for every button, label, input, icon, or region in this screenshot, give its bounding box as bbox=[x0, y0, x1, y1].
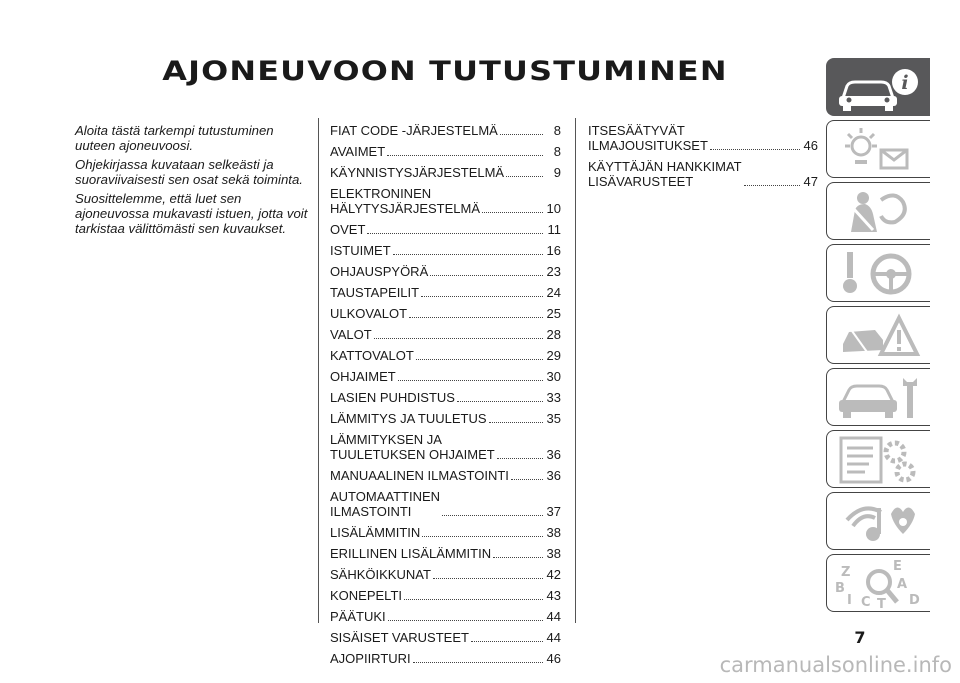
toc-entry-title: KATTOVALOT bbox=[330, 348, 414, 363]
toc-leader-dots bbox=[413, 662, 543, 663]
toc-leader-dots bbox=[367, 233, 543, 234]
toc-entry[interactable] bbox=[330, 411, 561, 426]
technical-data-gears-icon bbox=[833, 434, 925, 486]
toc-entry-page: 46 bbox=[803, 138, 818, 153]
toc-leader-dots bbox=[404, 599, 543, 600]
toc-entry[interactable] bbox=[588, 123, 818, 153]
toc-entry-title: TAUSTAPEILIT bbox=[330, 285, 420, 300]
toc-entry-title: SÄHKÖIKKUNAT bbox=[330, 567, 431, 582]
toc-entry[interactable] bbox=[330, 609, 561, 624]
toc-entry-page: 33 bbox=[546, 390, 561, 405]
toc-leader-dots bbox=[398, 380, 543, 381]
toc-entry-page: 46 bbox=[546, 651, 561, 666]
toc-entry-title: LASIEN PUHDISTUS bbox=[330, 390, 455, 405]
toc-entry-page: 38 bbox=[546, 525, 561, 540]
watermark: carmanualsonline.info bbox=[719, 653, 952, 677]
toc-entry-title: AJOPIIRTURI bbox=[330, 651, 411, 666]
toc-entry-title: KÄYTTÄJÄN HANKKIMAT LISÄVARUSTEET bbox=[588, 159, 742, 189]
toc-entry-page: 38 bbox=[546, 546, 561, 561]
toc-entry-title: ULKOVALOT bbox=[330, 306, 408, 321]
intro-paragraph: Aloita tästä tarkempi tutustuminen uuteen ajoneuvoosi. bbox=[75, 123, 274, 154]
toc-entry[interactable] bbox=[330, 468, 561, 483]
toc-entry[interactable] bbox=[330, 432, 561, 462]
toc-entry-page: 35 bbox=[546, 411, 561, 426]
toc-entry[interactable] bbox=[588, 159, 818, 189]
toc-entry-title: AUTOMAATTINEN ILMASTOINTI bbox=[330, 489, 441, 519]
intro-paragraph: Ohjekirjassa kuvataan selkeästi ja suoraviivaisesti sen osat sekä toiminta. bbox=[75, 156, 303, 188]
toc-entry[interactable] bbox=[330, 243, 561, 258]
toc-entry-title: LÄMMITYKSEN JA TUULETUKSEN OHJAIMET bbox=[330, 432, 495, 462]
toc-entry-page: 23 bbox=[546, 264, 561, 279]
toc-entry[interactable] bbox=[330, 165, 561, 180]
toc-entry-title: OVET bbox=[330, 222, 366, 237]
index-letter: B bbox=[835, 581, 845, 596]
toc-entry[interactable] bbox=[330, 567, 561, 582]
toc-entry-title: SISÄISET VARUSTEET bbox=[330, 630, 469, 645]
toc-leader-dots bbox=[493, 557, 542, 558]
toc-entry[interactable] bbox=[330, 123, 561, 138]
toc-entry-page: 11 bbox=[547, 222, 561, 237]
toc-column-2 bbox=[588, 123, 818, 195]
toc-entry[interactable] bbox=[330, 369, 561, 384]
page-title: AJONEUVOON TUTUSTUMINEN bbox=[162, 56, 728, 87]
toc-leader-dots bbox=[744, 185, 800, 186]
toc-column-1 bbox=[330, 123, 561, 672]
toc-entry-title: PÄÄTUKI bbox=[330, 609, 386, 624]
toc-entry[interactable] bbox=[330, 264, 561, 279]
toc-leader-dots bbox=[409, 317, 542, 318]
column-divider bbox=[318, 118, 319, 623]
toc-entry-title: OHJAUSPYÖRÄ bbox=[330, 264, 429, 279]
car-emergency-warning-icon bbox=[833, 310, 925, 362]
tab-safety[interactable] bbox=[826, 182, 930, 240]
toc-entry-page: 8 bbox=[553, 123, 561, 138]
tab-car-info[interactable] bbox=[826, 58, 930, 116]
alphabetical-index-icon bbox=[833, 558, 925, 610]
toc-entry-page: 43 bbox=[546, 588, 561, 603]
seatbelt-airbag-icon bbox=[833, 186, 925, 238]
toc-entry-title: ERILLINEN LISÄLÄMMITIN bbox=[330, 546, 492, 561]
toc-entry[interactable] bbox=[330, 489, 561, 519]
tab-maintenance[interactable] bbox=[826, 368, 930, 426]
index-letter: C bbox=[861, 595, 871, 610]
toc-entry-page: 36 bbox=[546, 447, 561, 462]
toc-entry[interactable] bbox=[330, 390, 561, 405]
toc-leader-dots bbox=[710, 149, 800, 150]
toc-entry-title: FIAT CODE -JÄRJESTELMÄ bbox=[330, 123, 498, 138]
toc-entry-title: ISTUIMET bbox=[330, 243, 391, 258]
toc-leader-dots bbox=[511, 479, 543, 480]
toc-leader-dots bbox=[433, 578, 543, 579]
car-info-icon bbox=[833, 62, 925, 114]
index-letter: T bbox=[877, 597, 886, 610]
tab-dashboard[interactable] bbox=[826, 120, 930, 178]
toc-leader-dots bbox=[506, 176, 543, 177]
index-letter: E bbox=[893, 559, 902, 574]
toc-leader-dots bbox=[416, 359, 543, 360]
toc-leader-dots bbox=[422, 536, 542, 537]
toc-entry[interactable] bbox=[330, 546, 561, 561]
toc-entry[interactable] bbox=[330, 186, 561, 216]
toc-leader-dots bbox=[471, 641, 543, 642]
toc-entry[interactable] bbox=[330, 285, 561, 300]
toc-entry[interactable] bbox=[330, 144, 561, 159]
toc-entry-title: OHJAIMET bbox=[330, 369, 396, 384]
toc-entry-page: 36 bbox=[546, 468, 561, 483]
toc-leader-dots bbox=[457, 401, 543, 402]
tab-emergency[interactable] bbox=[826, 306, 930, 364]
toc-entry-page: 29 bbox=[546, 348, 561, 363]
car-maintenance-wrench-icon bbox=[833, 372, 925, 424]
toc-entry-page: 8 bbox=[553, 144, 561, 159]
toc-entry[interactable] bbox=[330, 306, 561, 321]
toc-entry-title: LISÄLÄMMITIN bbox=[330, 525, 421, 540]
toc-leader-dots bbox=[489, 422, 543, 423]
toc-entry-page: 16 bbox=[546, 243, 561, 258]
toc-entry-page: 28 bbox=[546, 327, 561, 342]
toc-leader-dots bbox=[393, 254, 543, 255]
tab-index[interactable] bbox=[826, 554, 930, 612]
page-number: 7 bbox=[854, 628, 866, 647]
toc-entry-title: KONEPELTI bbox=[330, 588, 403, 603]
toc-entry[interactable] bbox=[330, 222, 561, 237]
toc-entry-page: 44 bbox=[546, 609, 561, 624]
toc-leader-dots bbox=[374, 338, 543, 339]
toc-entry-title: LÄMMITYS JA TUULETUS bbox=[330, 411, 487, 426]
toc-entry-title: MANUAALINEN ILMASTOINTI bbox=[330, 468, 509, 483]
toc-entry-title: KÄYNNISTYSJÄRJESTELMÄ bbox=[330, 165, 505, 180]
toc-entry-page: 10 bbox=[546, 201, 561, 216]
intro-paragraph: Suosittelemme, että luet sen ajoneuvossa mukavasti istuen, jotta voit tarkistaa välittömästi sen kuvaukset. bbox=[75, 190, 308, 237]
toc-entry-page: 9 bbox=[553, 165, 561, 180]
toc-entry[interactable] bbox=[330, 525, 561, 540]
toc-entry-page: 24 bbox=[546, 285, 561, 300]
index-letter: D bbox=[909, 593, 920, 608]
index-letter: I bbox=[847, 593, 852, 608]
column-divider bbox=[575, 118, 576, 623]
tab-starting[interactable] bbox=[826, 244, 930, 302]
toc-leader-dots bbox=[421, 296, 542, 297]
toc-leader-dots bbox=[497, 458, 543, 459]
toc-entry-page: 44 bbox=[546, 630, 561, 645]
toc-leader-dots bbox=[500, 134, 543, 135]
tab-technical-data[interactable] bbox=[826, 430, 930, 488]
index-letter: A bbox=[897, 577, 908, 592]
toc-entry-title: ELEKTRONINEN HÄLYTYSJÄRJESTELMÄ bbox=[330, 186, 481, 216]
tab-multimedia[interactable] bbox=[826, 492, 930, 550]
toc-entry[interactable] bbox=[330, 348, 561, 363]
toc-leader-dots bbox=[388, 620, 543, 621]
toc-leader-dots bbox=[482, 212, 543, 213]
toc-entry-title: AVAIMET bbox=[330, 144, 386, 159]
toc-entry[interactable] bbox=[330, 327, 561, 342]
toc-leader-dots bbox=[387, 155, 543, 156]
toc-entry[interactable] bbox=[330, 630, 561, 645]
intro-text bbox=[75, 123, 315, 240]
toc-leader-dots bbox=[442, 515, 543, 516]
toc-entry-title: VALOT bbox=[330, 327, 372, 342]
toc-entry-page: 25 bbox=[546, 306, 561, 321]
toc-leader-dots bbox=[430, 275, 542, 276]
steering-wheel-key-icon bbox=[833, 248, 925, 300]
toc-entry[interactable] bbox=[330, 651, 561, 666]
toc-entry-page: 42 bbox=[546, 567, 561, 582]
toc-entry-page: 37 bbox=[546, 504, 561, 519]
toc-entry-title: ITSESÄÄTYVÄT ILMAJOUSITUKSET bbox=[588, 123, 708, 153]
toc-entry[interactable] bbox=[330, 588, 561, 603]
index-letter: Z bbox=[841, 565, 851, 580]
dashboard-warning-lights-icon bbox=[833, 124, 925, 176]
multimedia-music-icon bbox=[833, 496, 925, 548]
toc-entry-page: 47 bbox=[803, 174, 818, 189]
toc-entry-page: 30 bbox=[546, 369, 561, 384]
svg-text:i: i bbox=[901, 72, 909, 94]
